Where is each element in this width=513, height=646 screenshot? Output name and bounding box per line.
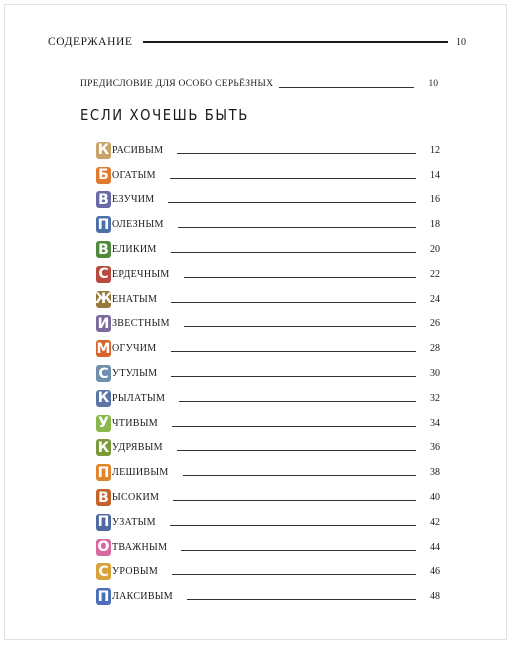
leader-line [173, 500, 416, 501]
letter-illustration-icon: И [97, 315, 110, 332]
entry-page-number: 32 [430, 392, 440, 404]
entry-label: УЗАТЫМ [112, 516, 156, 528]
entry-page-number: 12 [430, 144, 440, 156]
entry-page-number: 34 [430, 417, 440, 429]
entry-page-number: 42 [430, 516, 440, 528]
entry-label: РАСИВЫМ [112, 144, 164, 156]
letter-illustration-icon: У [96, 415, 111, 432]
leader-line [184, 326, 416, 327]
entry-label: ТВАЖНЫМ [112, 541, 168, 553]
entry-page-number: 46 [430, 566, 440, 578]
entry-label: ЛАКСИВЫМ [112, 591, 173, 603]
entry-label: ЕЛИКИМ [112, 244, 157, 256]
leader-line [171, 351, 417, 352]
toc-entry[interactable] [96, 287, 440, 312]
page-title: СОДЕРЖАНИЕ [48, 36, 133, 48]
toc-entry[interactable] [96, 560, 440, 585]
entry-label: ОЛЕЗНЫМ [112, 219, 164, 231]
entry-label: ЕРДЕЧНЫМ [112, 268, 170, 280]
header-rule [143, 41, 448, 43]
leader-line [187, 599, 416, 600]
entry-page-number: 36 [430, 442, 440, 454]
toc-entry[interactable] [96, 312, 440, 337]
toc-entry[interactable] [96, 584, 440, 609]
letter-illustration-icon: В [96, 191, 111, 208]
entry-label: ЛЕШИВЫМ [112, 467, 169, 479]
letter-illustration-icon: В [96, 241, 111, 258]
letter-illustration-icon: О [97, 539, 110, 556]
entry-page-number: 16 [430, 194, 440, 206]
entry-label: ЗВЕСТНЫМ [112, 318, 170, 330]
preface-label: ПРЕДИСЛОВИЕ ДЛЯ ОСОБО СЕРЬЁЗНЫХ [80, 79, 274, 89]
entry-page-number: 18 [430, 219, 440, 231]
toc-entry[interactable] [96, 237, 440, 262]
preface-page: 10 [428, 79, 438, 89]
leader-line [179, 401, 416, 402]
letter-illustration-icon: К [97, 142, 110, 159]
leader-line [177, 153, 416, 154]
leader-line [171, 302, 416, 303]
toc-header [48, 34, 466, 50]
toc-entry[interactable] [96, 386, 440, 411]
leader-line [168, 202, 416, 203]
leader-line [170, 525, 416, 526]
entry-label: ЕНАТЫМ [112, 293, 158, 305]
letter-illustration-icon: С [96, 563, 111, 580]
entry-page-number: 24 [430, 293, 440, 305]
toc-list [96, 138, 440, 609]
letter-illustration-icon: С [96, 365, 111, 382]
leader-line [171, 252, 416, 253]
entry-label: УТУЛЫМ [112, 368, 158, 380]
entry-label: ЕЗУЧИМ [112, 194, 155, 206]
toc-entry[interactable] [96, 510, 440, 535]
leader-line [184, 277, 416, 278]
toc-entry[interactable] [96, 485, 440, 510]
toc-entry[interactable] [96, 212, 440, 237]
entry-label: РЫЛАТЫМ [112, 392, 166, 404]
section-heading: ЕСЛИ ХОЧЕШЬ БЫТЬ [80, 106, 249, 124]
entry-page-number: 30 [430, 368, 440, 380]
leader-line [172, 426, 416, 427]
entry-label: ЫСОКИМ [112, 492, 160, 504]
letter-illustration-icon: М [96, 340, 111, 357]
leader-line [171, 376, 416, 377]
letter-illustration-icon: С [96, 266, 111, 283]
entry-page-number: 28 [430, 343, 440, 355]
entry-page-number: 40 [430, 492, 440, 504]
toc-entry[interactable] [96, 460, 440, 485]
toc-entry[interactable] [96, 262, 440, 287]
entry-label: УРОВЫМ [112, 566, 159, 578]
toc-entry[interactable] [96, 138, 440, 163]
entry-page-number: 44 [430, 541, 440, 553]
entry-page-number: 38 [430, 467, 440, 479]
leader-line [172, 574, 416, 575]
leader-line [177, 450, 416, 451]
letter-illustration-icon: Ж [94, 291, 113, 308]
letter-illustration-icon: К [97, 439, 110, 456]
toc-entry[interactable] [96, 436, 440, 461]
letter-illustration-icon: П [97, 464, 110, 481]
letter-illustration-icon: В [96, 489, 111, 506]
letter-illustration-icon: П [97, 216, 110, 233]
toc-entry[interactable] [96, 535, 440, 560]
page-number: 10 [456, 36, 466, 48]
entry-page-number: 48 [430, 591, 440, 603]
toc-entry[interactable] [96, 336, 440, 361]
leader-line [279, 87, 414, 88]
toc-entry[interactable] [96, 361, 440, 386]
entry-page-number: 14 [430, 169, 440, 181]
leader-line [170, 178, 416, 179]
toc-entry-preface[interactable] [80, 77, 438, 91]
toc-entry[interactable] [96, 163, 440, 188]
letter-illustration-icon: П [97, 588, 110, 605]
entry-page-number: 22 [430, 268, 440, 280]
leader-line [183, 475, 416, 476]
entry-page-number: 26 [430, 318, 440, 330]
leader-line [178, 227, 416, 228]
entry-page-number: 20 [430, 244, 440, 256]
letter-illustration-icon: Б [96, 167, 111, 184]
toc-entry[interactable] [96, 411, 440, 436]
entry-label: ОГУЧИМ [112, 343, 157, 355]
entry-label: ОГАТЫМ [112, 169, 156, 181]
entry-label: ЧТИВЫМ [112, 417, 158, 429]
entry-label: УДРЯВЫМ [112, 442, 163, 454]
leader-line [181, 550, 416, 551]
letter-illustration-icon: П [97, 514, 110, 531]
letter-illustration-icon: К [97, 390, 110, 407]
toc-entry[interactable] [96, 188, 440, 213]
